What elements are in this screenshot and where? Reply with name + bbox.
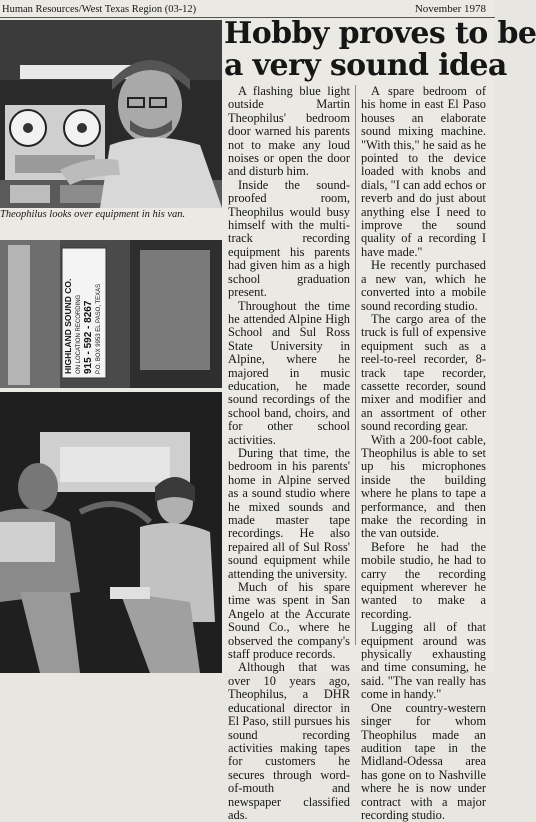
- paragraph: The cargo area of the truck is full of expensive equipment such as a reel-to-reel recorder, 8-track tape recorder, cassette recorder, sound mixer and modifier and an assortment of other sound recording gear.: [361, 311, 486, 434]
- paragraph: He recently purchased a new van, which he converted into a mobile sound recording studio.: [361, 258, 486, 313]
- paragraph: A flashing blue light outside Martin Theophilus' bedroom door warned his parents not to make any loud noises or open the door and disturb him.: [228, 84, 350, 179]
- paragraph: Much of his spare time was spent in San Angelo at the Accurate Sound Co., where he observed the company's staff produce records.: [228, 580, 350, 662]
- van-sign-phone: 915 - 592 - 8267: [83, 300, 94, 374]
- article-headline: [224, 16, 536, 83]
- paragraph: With a 200-foot cable, Theophilus is able to set up his microphones inside the building where he plans to tape a performance, and then make the recording in the van outside.: [361, 432, 486, 541]
- photo-theophilus-equipment: [0, 20, 222, 208]
- van-sign-address: P.O. BOX 9953 EL PASO, TEXAS: [96, 283, 102, 374]
- paragraph: Before he had the mobile studio, he had to carry the recording equipment wherever he wanted to make a recording.: [361, 539, 486, 621]
- paragraph: One country-western singer for whom Theophilus made an audition tape in the Midland-Odessa area has gone on to Nashville where he is now under contract with a major recording studio.: [361, 700, 486, 822]
- photo-van-interior: [0, 392, 222, 673]
- photo-van-sign: [0, 240, 222, 388]
- issue-date: November 1978: [414, 3, 486, 15]
- section-label: Human Resources/West Texas Region (03-12): [2, 4, 197, 15]
- paragraph: Throughout the time he attended Alpine High School and Sul Ross State University in Alpine, where he majored in music education, he made sound recordings of the school band, choirs, and for other school activities.: [228, 298, 350, 447]
- page-header: [2, 3, 490, 17]
- article-column-1: [228, 85, 350, 822]
- headline-line-2: a very sound idea: [224, 48, 507, 83]
- article-column-2: [361, 85, 486, 822]
- paragraph: During that time, the bedroom in his parents' home in Alpine served as a sound studio where he mixed sounds and made master tape recordings. He also repaired all of Sul Ross' sound equipment while attending the university.: [228, 445, 350, 581]
- paragraph: Although that was over 10 years ago, Theophilus, a DHR educational director in El Paso, still pursues his sound recording activities making tapes for customers he secures through word-of-mouth and newspaper classified ads.: [228, 660, 350, 822]
- headline-line-1: Hobby proves to be: [224, 16, 536, 51]
- photo-caption: Theophilus looks over equipment in his van.: [0, 209, 186, 220]
- van-sign-name: HIGHLAND SOUND CO.: [63, 278, 73, 374]
- paragraph: Inside the sound-proofed room, Theophilus would busy himself with the multi-track recording equipment his parents had given him as a high school graduation present.: [228, 177, 350, 300]
- paragraph: Lugging all of that equipment around was physically exhausting and time consuming, he said. "The van really has come in handy.": [361, 620, 486, 702]
- van-sign-service: ON LOCATION RECORDING: [76, 294, 82, 374]
- paragraph: A spare bedroom of his home in east El Paso houses an elaborate sound mixing machine. "With this," he said as he pointed to the device loaded with knobs and dials, "I can add echos or reverb and do just about anything else I need to improve the sound quality of a recording I have made.": [361, 84, 486, 259]
- column-divider: [355, 85, 356, 645]
